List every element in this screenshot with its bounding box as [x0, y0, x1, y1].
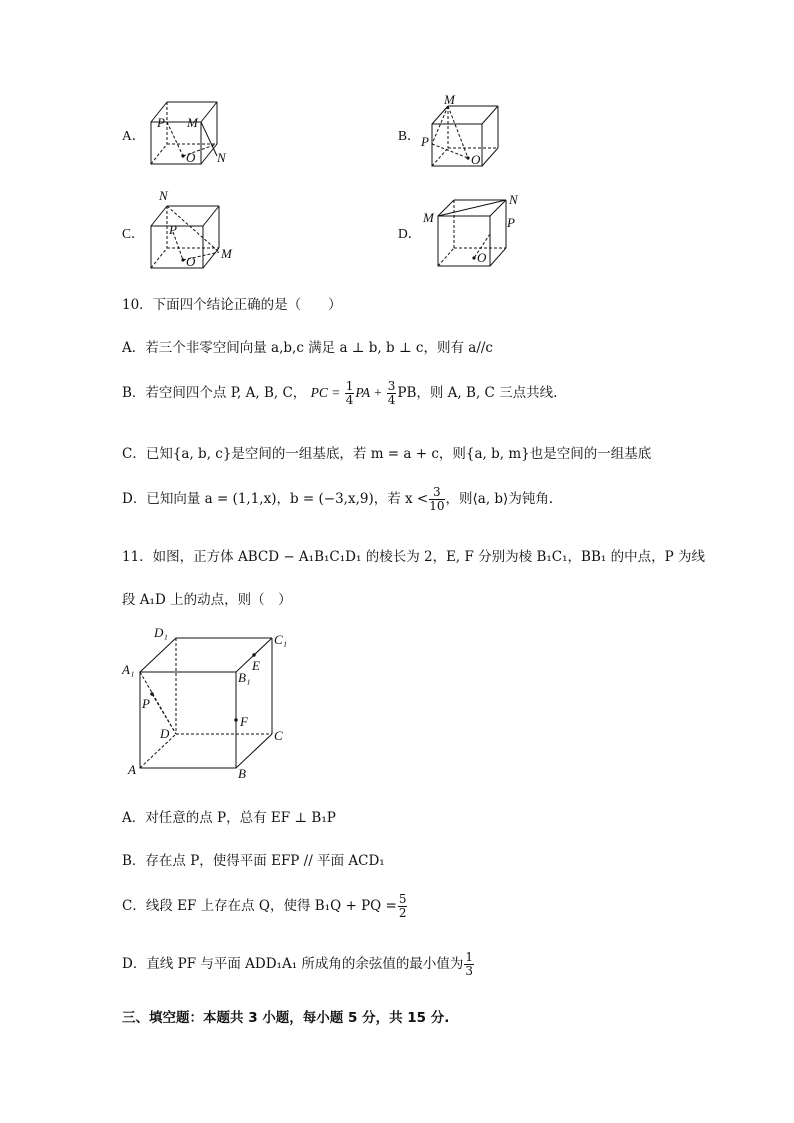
cube-figure-q11 [118, 626, 298, 782]
point-label: O [186, 150, 196, 165]
cube-figure-a [145, 96, 235, 168]
cube-figure-c [145, 188, 240, 270]
point-label: O [186, 254, 196, 269]
q11-stem-line1: 11．如图，正方体 ABCD − A₁B₁C₁D₁ 的棱长为 2，E, F 分别为棱 B₁C₁，BB₁ 的中点，P 为线 [122, 549, 705, 565]
q11-option-c [122, 893, 408, 920]
point-label: M [187, 115, 198, 130]
point-label: N [217, 150, 226, 165]
option-a-label: A． [122, 128, 146, 143]
q10-stem: 10．下面四个结论正确的是（ ） [122, 297, 342, 313]
q10-b-prefix: B．若空间四个点 P, A, B, C， [122, 385, 307, 401]
cube-figure-b [418, 94, 508, 168]
point-label: M [221, 246, 232, 261]
q10-option-c: C．已知{a, b, c}是空间的一组基底，若 m = a + c，则{a, b, m}也是空间的一组基底 [122, 446, 652, 462]
q10-option-b [122, 380, 557, 407]
point-label: M [423, 210, 434, 225]
q10-b-eq: PC = [310, 385, 344, 400]
point-label: P [142, 696, 150, 711]
q11-stem-line2: 段 A₁D 上的动点，则（ ） [122, 592, 292, 608]
option-d-label: D． [398, 226, 422, 241]
q11-option-d [122, 951, 475, 978]
point-label: D [160, 726, 170, 741]
fraction: $\frac{3}{4}$ [387, 379, 396, 407]
fraction: $\frac{1}{3}$ [465, 950, 474, 978]
point-label: P [507, 215, 515, 230]
section-heading: 三、填空题：本题共 3 小题，每小题 5 分，共 15 分. [122, 1010, 450, 1026]
point-label: A [128, 762, 136, 777]
q10-d-prefix: D．已知向量 a = (1,1,x)，b = (−3,x,9)，若 x < [122, 491, 429, 507]
option-b-label: B． [398, 128, 421, 143]
q11-option-a: A．对任意的点 P，总有 EF ⊥ B₁P [122, 810, 336, 826]
point-label: M [444, 94, 455, 107]
point-label: N [159, 188, 168, 203]
point-label: P [421, 134, 429, 149]
point-label: A₁ [122, 662, 135, 677]
point-label: C₁ [274, 632, 288, 647]
q11-option-b: B．存在点 P，使得平面 EFP // 平面 ACD₁ [122, 853, 385, 869]
q10-d-post: ，则⟨a, b⟩为钝角. [445, 491, 554, 507]
q11-c-prefix: C．线段 EF 上存在点 Q，使得 B₁Q + PQ = [122, 898, 397, 914]
point-label: O [471, 152, 481, 167]
point-label: E [252, 658, 260, 673]
fraction: $\frac{5}{2}$ [398, 892, 407, 920]
point-label: B₁ [238, 670, 251, 685]
q11-d-prefix: D．直线 PF 与平面 ADD₁A₁ 所成角的余弦值的最小值为 [122, 956, 464, 972]
fraction: $\frac{1}{4}$ [345, 379, 354, 407]
point-label: C [274, 728, 283, 743]
q10-option-a: A．若三个非零空间向量 a,b,c 满足 a ⊥ b, b ⊥ c，则有 a//c [122, 340, 493, 356]
cube-figure-d [420, 190, 530, 270]
option-c-label: C． [122, 226, 145, 241]
fraction: $\frac{3}{10}$ [429, 485, 445, 513]
point-label: F [240, 714, 248, 729]
q10-option-d [122, 486, 553, 513]
point-label: P [157, 115, 165, 130]
point-label: P [169, 222, 177, 237]
point-label: D₁ [154, 626, 168, 640]
point-label: O [477, 250, 487, 265]
q10-b-mid: PA + [355, 385, 386, 400]
point-label: B [238, 766, 246, 781]
q10-b-post: PB，则 A, B, C 三点共线. [397, 385, 558, 401]
point-label: N [509, 192, 518, 207]
